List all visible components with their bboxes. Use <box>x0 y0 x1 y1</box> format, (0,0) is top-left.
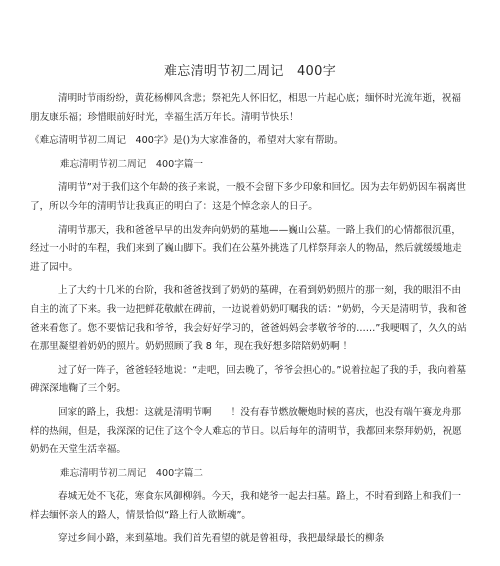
section-heading-1: 难忘清明节初二周记 400字篇一 <box>60 158 204 170</box>
paragraph: 上了大约十几米的台阶，我和爸爸找到了奶奶的墓碑，在看到奶奶照片的那一刻，我的眼泪不由自主的流了下来。我一边把鲜花敬献在碑前，一边说着奶奶叮嘱我的话：“奶奶，今天是清明节，我和爸爸来看您了。您不要惦记我和爷爷，我会好好学习的，爸爸妈妈会孝敬爷爷的……”我哽咽了，久久的站在那里凝望着奶奶的照片。奶奶照顾了我 8 年，现在我好想多陪陪奶奶啊 ！ <box>30 285 467 353</box>
paragraph: 春城无处不飞花，寒食东风御柳斜。今天，我和姥爷一起去扫墓。路上，不时看到路上和我们一样去缅怀亲人的路人，情景恰似“路上行人欲断魂”。 <box>30 491 461 521</box>
paragraph: 穿过乡间小路，来到墓地。我们首先看望的就是曾祖母，我把最绿最长的柳条 <box>58 533 385 545</box>
paragraph: 回家的路上，我想：这就是清明节啊 ！没有春节燃放鞭炮时候的喜庆，也没有端午赛龙舟那样的热闹，但是，我深深的记住了这个令人难忘的节日。以后每年的清明节，我都回来祭拜奶奶，祝愿奶奶在天堂生活幸福。 <box>30 406 462 456</box>
paragraph: 清明节那天，我和爸爸早早的出发奔向奶奶的墓地——巍山公墓。一路上我们的心情都很沉重，经过一小时的车程，我们来到了巍山脚下。我们在公墓外挑选了几样祭拜亲人的物品，然后就缓缓地走进了园中。 <box>30 224 462 273</box>
article-body <box>30 90 470 554</box>
section-heading-2: 难忘清明节初二周记 400字篇二 <box>60 467 204 479</box>
intro-paragraph: 清明时节雨纷纷，黄花杨柳风含悲；祭祀先人怀旧忆，相思一片起心底；缅怀时光流年逝，祝福朋友康乐福；珍惜眼前好时光，幸福生活万年长。清明节快乐！ <box>30 93 461 123</box>
paragraph: 过了好一阵子，爸爸轻轻地说：“走吧，回去晚了，爷爷会担心的。”说着拉起了我的手，我向着墓碑深深地鞠了三个躬。 <box>30 364 467 395</box>
page-title: 难忘清明节初二周记 400字 <box>163 64 336 79</box>
intro-note-paragraph: 《难忘清明节初二周记 400字》是()为大家准备的，希望对大家有帮助。 <box>30 135 344 147</box>
paragraph: 清明节”对于我们这个年龄的孩子来说，一般不会留下多少印象和回忆。因为去年奶奶因车祸离世了，所以今年的清明节让我真正的明白了：这是个悼念亲人的日子。 <box>30 182 466 212</box>
